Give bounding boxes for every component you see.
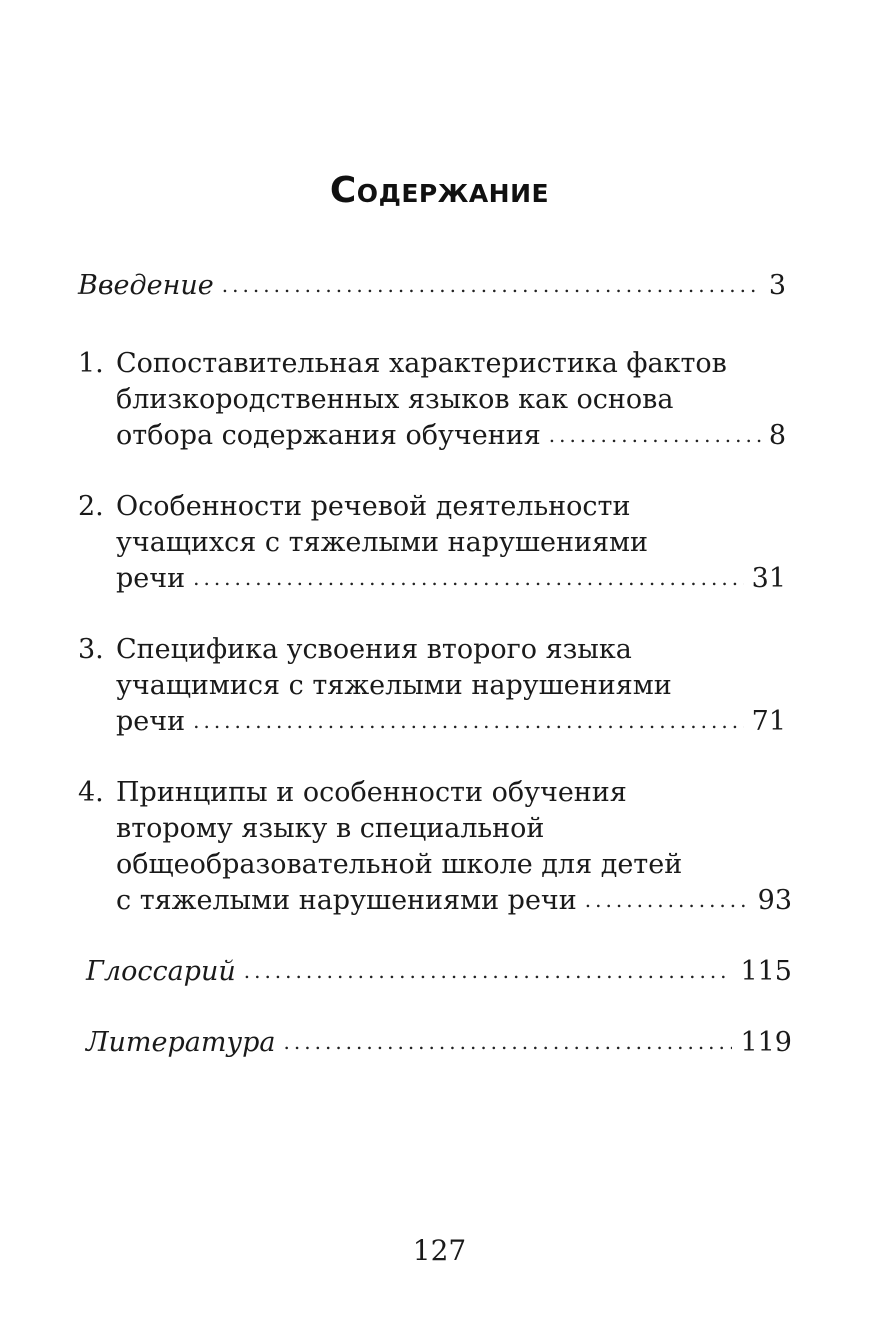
toc-page-number: 119 [740, 1027, 792, 1058]
page-title: Содержание [329, 170, 550, 211]
toc-page-number: 115 [740, 956, 792, 987]
toc-entry-title-line: Особенности речевой деятельности [116, 491, 631, 522]
dot-leader [549, 417, 761, 453]
dot-leader [193, 560, 744, 596]
toc-entry-title: Введение [78, 270, 214, 301]
toc-entry-title-line: Принципы и особенности обучения [116, 777, 627, 808]
toc-entry-line [116, 668, 786, 704]
chapter-number: 4. [78, 777, 104, 808]
toc-entry-line [116, 382, 786, 418]
toc-entry-line [116, 883, 792, 920]
toc-entry-line [116, 561, 786, 598]
toc-entry-title-line: близкородственных языков как основа [116, 384, 674, 415]
chapter-number: 1. [78, 348, 104, 379]
page-number: 127 [412, 1234, 467, 1267]
toc-entry-line [78, 632, 786, 668]
toc-entry-introduction[interactable] [78, 268, 786, 305]
toc-entry-line [78, 489, 786, 525]
toc-page-number: 71 [751, 706, 786, 737]
toc-entry-title-line: отбора содержания обучения [116, 420, 541, 451]
toc-entry-title-line: речи [116, 563, 186, 594]
toc-entry-title-line: с тяжелыми нарушениями речи [116, 885, 577, 916]
toc-page-number: 8 [768, 420, 786, 451]
chapter-number: 2. [78, 491, 104, 522]
toc-entry-line [116, 525, 786, 561]
toc-entry-line [78, 346, 786, 382]
toc-entry-title-line: учащихся с тяжелыми нарушениями [116, 527, 648, 558]
dot-leader [244, 953, 733, 989]
dot-leader [284, 1024, 733, 1060]
toc-entry-line [116, 847, 786, 883]
toc-entry-title: Глоссарий [86, 956, 236, 987]
toc-page-number: 3 [768, 270, 786, 301]
toc-entry-line [116, 418, 786, 455]
dot-leader [585, 882, 750, 918]
toc-entry-title-line: учащимися с тяжелыми нарушениями [116, 670, 672, 701]
toc-entry-line [78, 775, 786, 811]
toc-page-number: 31 [751, 563, 786, 594]
toc-entry-title-line: Сопоставительная характеристика фактов [116, 348, 727, 379]
toc-entry-references[interactable] [86, 1025, 792, 1062]
dot-leader [193, 703, 744, 739]
toc-entry-title-line: Специфика усвоения второго языка [116, 634, 632, 665]
toc-entry-glossary[interactable] [86, 954, 792, 991]
dot-leader [222, 267, 761, 303]
toc-page-number: 93 [757, 885, 792, 916]
toc-entry-title-line: общеобразовательной школе для детей [116, 849, 683, 880]
toc-entry-title: Литература [86, 1027, 276, 1058]
toc-entry-title-line: второму языку в специальной [116, 813, 545, 844]
chapter-number: 3. [78, 634, 104, 665]
toc-entry-line [116, 811, 786, 847]
toc-entry-line [116, 704, 786, 741]
toc-entry-title-line: речи [116, 706, 186, 737]
